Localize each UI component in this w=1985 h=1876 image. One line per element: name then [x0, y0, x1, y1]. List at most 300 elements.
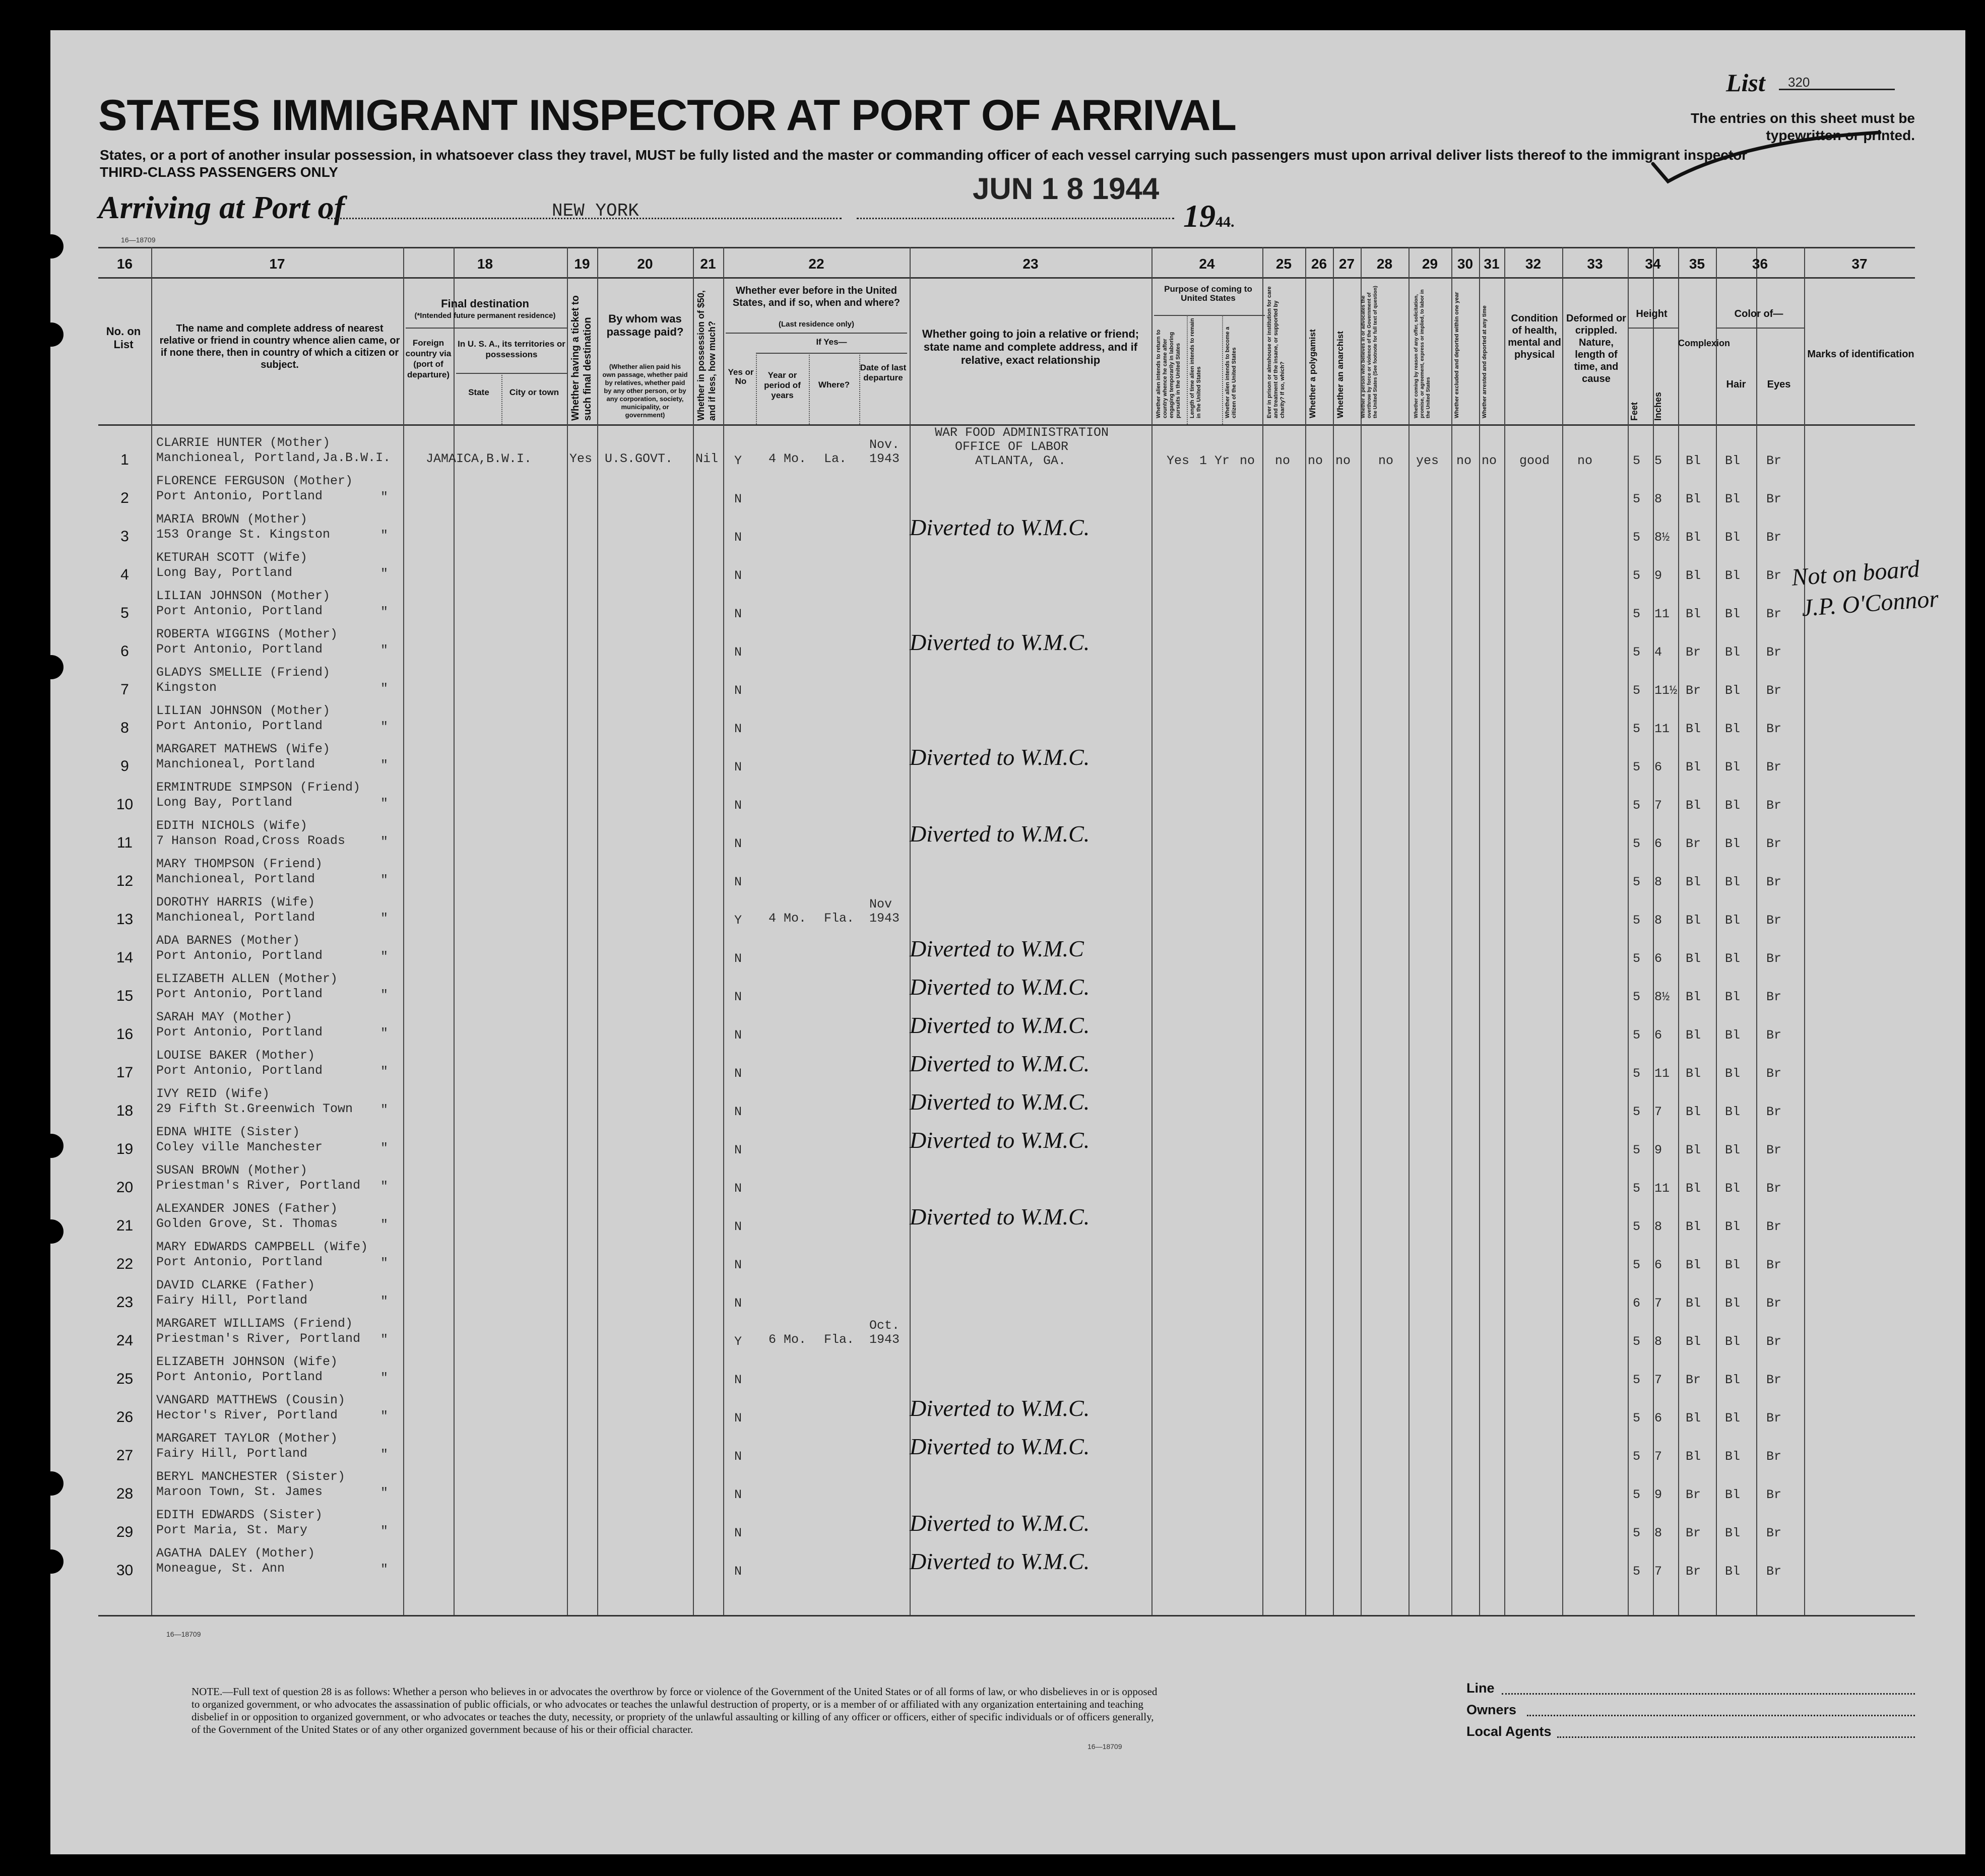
handwritten-annotation: Diverted to W.M.C.: [910, 1204, 1090, 1230]
header-foreign-country: Foreign country via (port of departure): [405, 338, 452, 379]
before-us-value: N: [734, 990, 742, 1004]
relative-address: Manchioneal, Portland,Ja.B.W.I.: [156, 450, 391, 465]
eyes-value: Br: [1766, 1219, 1782, 1234]
table-row: [98, 1123, 1915, 1160]
health-value: good: [1519, 454, 1550, 468]
table-rule: [98, 277, 1915, 279]
header-where: Where?: [818, 380, 850, 390]
eyes-value: Br: [1766, 1105, 1782, 1119]
complexion-value: Bl: [1686, 1105, 1701, 1119]
header-date-departure: Date of last departure: [860, 363, 907, 382]
ditto-mark: ": [380, 1103, 389, 1117]
handwritten-annotation: Diverted to W.M.C.: [910, 1127, 1090, 1153]
ditto-mark: ": [380, 1256, 389, 1270]
relative-name: DAVID CLARKE (Father): [156, 1278, 315, 1292]
q30-value: no: [1456, 454, 1472, 468]
header-feet: Feet: [1629, 402, 1639, 421]
height-feet: 5: [1633, 454, 1641, 468]
complexion-value: Bl: [1686, 798, 1701, 813]
foreign-country: JAMAICA,B.W.I.: [426, 451, 532, 466]
header-height: Height: [1636, 308, 1668, 319]
height-feet: 5: [1633, 1564, 1641, 1579]
relative-address: Port Antonio, Portland: [156, 604, 323, 618]
hair-value: Bl: [1725, 568, 1741, 583]
height-inches: 8: [1654, 492, 1662, 506]
relative-address: Port Antonio, Portland: [156, 719, 323, 733]
before-us-value: N: [734, 1066, 742, 1081]
column-number: 20: [637, 256, 653, 272]
handwritten-annotation: Diverted to W.M.C.: [910, 1012, 1090, 1038]
height-inches: 8: [1654, 913, 1662, 928]
header-money: Whether in possession of $50, and if less, how much?: [696, 290, 717, 421]
before-us-value: N: [734, 951, 742, 966]
relative-address: Port Antonio, Portland: [156, 1370, 323, 1384]
complexion-value: Bl: [1686, 722, 1701, 736]
complexion-value: Br: [1686, 645, 1701, 660]
height-inches: 11: [1654, 1181, 1670, 1196]
ditto-mark: ": [380, 681, 389, 696]
relative-name: ELIZABETH JOHNSON (Wife): [156, 1354, 338, 1369]
complexion-value: Br: [1686, 1564, 1701, 1579]
complexion-value: Bl: [1686, 454, 1701, 468]
subtitle-class: THIRD-CLASS PASSENGERS ONLY: [100, 164, 338, 180]
subcolumn-rule: [1222, 315, 1223, 424]
years-value: 6 Mo.: [769, 1332, 807, 1347]
eyes-value: Br: [1766, 683, 1782, 698]
before-us-value: N: [734, 1258, 742, 1272]
row-number: 13: [116, 911, 134, 928]
relative-address: Port Antonio, Portland: [156, 1063, 323, 1078]
table-row: [98, 740, 1915, 777]
hair-value: Bl: [1725, 1105, 1741, 1119]
margin-note-line2: J.P. O'Connor: [1801, 585, 1940, 622]
header-subrule: [456, 373, 567, 374]
complexion-value: Bl: [1686, 1143, 1701, 1157]
table-rule: [98, 1615, 1915, 1616]
header-color-of: Color of—: [1734, 308, 1783, 319]
relative-name: VANGARD MATTHEWS (Cousin): [156, 1393, 346, 1407]
header-subrule: [1154, 315, 1265, 316]
header-before-us: Whether ever before in the United States, and if so, when and where?: [732, 285, 901, 308]
header-if-yes: If Yes—: [816, 337, 847, 347]
height-inches: 6: [1654, 1411, 1662, 1426]
where-value: Fla.: [824, 1332, 855, 1347]
column-number: 25: [1275, 256, 1292, 272]
relative-address: Port Antonio, Portland: [156, 642, 323, 657]
hair-value: Bl: [1725, 722, 1741, 736]
row-number: 28: [116, 1485, 134, 1502]
hair-value: Bl: [1725, 492, 1741, 506]
ditto-mark: ": [380, 1179, 389, 1194]
column-number: 26: [1311, 256, 1327, 272]
table-row: [98, 1544, 1915, 1581]
height-feet: 6: [1633, 1296, 1641, 1311]
row-number: 26: [116, 1409, 134, 1426]
complexion-value: Bl: [1686, 1411, 1701, 1426]
form-code-footer: 16—18709: [166, 1630, 201, 1638]
eyes-value: Br: [1766, 607, 1782, 621]
ditto-mark: ": [380, 490, 389, 504]
prison-value: no: [1275, 454, 1291, 468]
header-subrule: [1628, 328, 1678, 329]
row-number: 22: [116, 1256, 134, 1272]
column-number: 33: [1587, 256, 1603, 272]
complexion-value: Bl: [1686, 1449, 1701, 1464]
punch-hole: [39, 1471, 63, 1496]
relative-address: Port Maria, St. Mary: [156, 1523, 308, 1537]
punch-hole: [39, 234, 63, 258]
height-feet: 5: [1633, 1449, 1641, 1464]
before-us-value: N: [734, 645, 742, 660]
before-us-value: N: [734, 722, 742, 736]
complexion-value: Bl: [1686, 568, 1701, 583]
list-number: 320: [1788, 75, 1810, 90]
row-number: 14: [116, 949, 134, 966]
ditto-mark: ": [380, 1141, 389, 1155]
eyes-value: Br: [1766, 530, 1782, 545]
handwritten-annotation: Diverted to W.M.C.: [910, 1548, 1090, 1574]
header-final-destination: Final destination: [441, 297, 529, 310]
height-feet: 5: [1633, 1373, 1641, 1387]
column-number: 29: [1422, 256, 1438, 272]
row-number: 21: [116, 1217, 134, 1234]
year-label: 1944.: [1183, 198, 1235, 234]
before-us-value: Y: [734, 913, 742, 928]
height-feet: 5: [1633, 1526, 1641, 1540]
height-feet: 5: [1633, 1181, 1641, 1196]
height-feet: 5: [1633, 875, 1641, 889]
relative-address: Port Antonio, Portland: [156, 987, 323, 1001]
relative-name: MARGARET MATHEWS (Wife): [156, 742, 331, 756]
handwritten-annotation: Diverted to W.M.C.: [910, 1089, 1090, 1115]
height-feet: 5: [1633, 530, 1641, 545]
ditto-mark: ": [380, 528, 389, 543]
ditto-mark: ": [380, 1447, 389, 1462]
ditto-mark: ": [380, 1409, 389, 1424]
handwritten-annotation: Diverted to W.M.C.: [910, 1510, 1090, 1536]
height-feet: 5: [1633, 568, 1641, 583]
row-number: 29: [116, 1524, 134, 1540]
handwritten-annotation: Diverted to W.M.C.: [910, 1395, 1090, 1421]
manifest-table: [98, 247, 1915, 1615]
height-inches: 7: [1654, 798, 1662, 813]
footnote-q28: NOTE.—Full text of question 28 is as follows: Whether a person who believes in or advocates the overthrow by force or violence of the Government of the United States or of all forms of law, or who disbelieves in or is opposed to organized government, or who advocates the assassination of public officials, or who advocates or teaches the unlawful destruction of property, or is a member of or affiliated with any organization entertaining and teaching disbelief in or opposition to organized government, or who advocates or teaches the duty, necessity, or propriety of the unlawful assaulting or killing of any officer or officers, either of specific individuals or of officers generally, of the Government of the United States or of any other organized government because of his or their official character.: [191, 1686, 1158, 1735]
relative-address: Port Antonio, Portland: [156, 948, 323, 963]
joining-line3: ATLANTA, GA.: [975, 454, 1066, 468]
hair-value: Bl: [1725, 1373, 1741, 1387]
height-inches: 8: [1654, 1334, 1662, 1349]
table-row: [98, 625, 1915, 662]
table-row: [98, 587, 1915, 624]
hair-value: Bl: [1725, 1449, 1741, 1464]
column-number: 17: [269, 256, 285, 272]
column-number: 16: [116, 256, 133, 272]
relative-address: Maroon Town, St. James: [156, 1484, 323, 1499]
height-feet: 5: [1633, 645, 1641, 660]
header-condition: Condition of health, mental and physical: [1508, 313, 1561, 360]
relative-name: FLORENCE FERGUSON (Mother): [156, 474, 353, 488]
hair-value: Bl: [1725, 1219, 1741, 1234]
height-feet: 5: [1633, 951, 1641, 966]
polygamist-value: no: [1308, 454, 1323, 468]
punch-hole: [39, 322, 63, 347]
row-number: 7: [120, 681, 129, 698]
complexion-value: Bl: [1686, 1334, 1701, 1349]
passage-paid-value: U.S.GOVT.: [605, 451, 673, 466]
header-city: City or town: [509, 387, 559, 397]
column-number: 24: [1199, 256, 1215, 272]
eyes-value: Br: [1766, 1258, 1782, 1272]
ditto-mark: ": [380, 1294, 389, 1309]
height-feet: 5: [1633, 1487, 1641, 1502]
header-joining: Whether going to join a relative or friend; state name and complete address, and if relative, exact relationship: [922, 328, 1139, 366]
ditto-mark: ": [380, 1217, 389, 1232]
height-inches: 8: [1654, 1526, 1662, 1540]
ditto-mark: ": [380, 758, 389, 772]
column-number: 23: [1022, 256, 1039, 272]
handwritten-annotation: Diverted to W.M.C: [910, 936, 1084, 961]
q28-value: no: [1378, 454, 1394, 468]
row-number: 15: [116, 988, 134, 1004]
row-number: 24: [116, 1332, 134, 1349]
table-row: [98, 1161, 1915, 1198]
relative-address: 7 Hanson Road,Cross Roads: [156, 833, 346, 848]
header-hair: Hair: [1726, 379, 1746, 390]
before-us-value: N: [734, 530, 742, 545]
hair-value: Bl: [1725, 990, 1741, 1004]
relative-name: ADA BARNES (Mother): [156, 933, 300, 948]
eyes-value: Br: [1766, 1334, 1782, 1349]
header-eyes: Eyes: [1767, 379, 1791, 390]
complexion-value: Bl: [1686, 1066, 1701, 1081]
height-feet: 5: [1633, 722, 1641, 736]
header-purpose-c: Whether alien intends to become a citizen of the United States: [1225, 327, 1237, 418]
height-inches: 8½: [1654, 990, 1670, 1004]
header-in-usa: In U. S. A., its territories or possessions: [458, 339, 565, 359]
column-number: 34: [1645, 256, 1661, 272]
before-us-value: N: [734, 1526, 742, 1540]
before-us-value: N: [734, 683, 742, 698]
table-row: [98, 1391, 1915, 1428]
owners-label: Owners: [1466, 1702, 1517, 1717]
height-inches: 5: [1654, 454, 1662, 468]
owners-field: [1527, 1715, 1915, 1716]
row-number: 16: [116, 1026, 134, 1043]
header-anarchist: Whether an anarchist: [1335, 331, 1345, 418]
money-value: Nil: [695, 451, 719, 466]
ditto-mark: ": [380, 1524, 389, 1538]
row-number: 30: [116, 1562, 134, 1579]
column-number: 30: [1457, 256, 1474, 272]
table-row: [98, 1008, 1915, 1045]
table-row: [98, 1352, 1915, 1390]
complexion-value: Bl: [1686, 607, 1701, 621]
header-last-residence: (Last residence only): [778, 320, 855, 329]
height-inches: 8: [1654, 875, 1662, 889]
where-value: Fla.: [824, 911, 855, 926]
table-row: [98, 472, 1915, 509]
table-row: [98, 1238, 1915, 1275]
hair-value: Bl: [1725, 645, 1741, 660]
header-yes-or-no: Yes or No: [728, 367, 754, 386]
eyes-value: Br: [1766, 990, 1782, 1004]
height-inches: 7: [1654, 1564, 1662, 1579]
before-us-value: N: [734, 1564, 742, 1579]
height-feet: 5: [1633, 1143, 1641, 1157]
before-us-value: N: [734, 1028, 742, 1043]
before-us-value: N: [734, 607, 742, 621]
relative-address: Coley ville Manchester: [156, 1140, 323, 1154]
handwritten-annotation: Diverted to W.M.C.: [910, 744, 1090, 770]
relative-address: Manchioneal, Portland: [156, 910, 315, 925]
ditto-mark: ": [380, 1562, 389, 1577]
eyes-value: Br: [1766, 1564, 1782, 1579]
checkmark-icon: [1648, 128, 1890, 184]
eyes-value: Br: [1766, 568, 1782, 583]
eyes-value: Br: [1766, 798, 1782, 813]
height-feet: 5: [1633, 1258, 1641, 1272]
subtitle-instructions: States, or a port of another insular possession, in whatsoever class they travel, MUST be fully listed and the master or commanding officer of each vessel carrying such passengers must upon arrival deliver lists thereof to the immigrant inspector: [100, 147, 1748, 163]
height-inches: 6: [1654, 1258, 1662, 1272]
hair-value: Bl: [1725, 454, 1741, 468]
complexion-value: Bl: [1686, 1028, 1701, 1043]
page-title: STATES IMMIGRANT INSPECTOR AT PORT OF ARRIVAL: [98, 91, 1236, 140]
column-number: 28: [1376, 256, 1393, 272]
relative-name: MARY EDWARDS CAMPBELL (Wife): [156, 1240, 368, 1254]
handwritten-annotation: Diverted to W.M.C.: [910, 629, 1090, 655]
height-inches: 7: [1654, 1373, 1662, 1387]
relative-name: IVY REID (Wife): [156, 1086, 270, 1101]
row-number: 20: [116, 1179, 134, 1196]
eyes-value: Br: [1766, 1449, 1782, 1464]
table-row: [98, 816, 1915, 854]
before-us-value: N: [734, 1487, 742, 1502]
relative-name: CLARRIE HUNTER (Mother): [156, 435, 331, 450]
header-q28: Whether a person who believes in or advocates the overthrow by force or violence of the Government of the United States (See footnote for full text of question): [1361, 286, 1378, 418]
height-feet: 5: [1633, 1066, 1641, 1081]
hair-value: Bl: [1725, 683, 1741, 698]
relative-address: 29 Fifth St.Greenwich Town: [156, 1102, 353, 1116]
relative-name: EDITH NICHOLS (Wife): [156, 818, 308, 833]
height-feet: 5: [1633, 1028, 1641, 1043]
row-number: 9: [120, 758, 129, 774]
q29-value: yes: [1416, 454, 1439, 468]
purpose-a: Yes: [1167, 454, 1190, 468]
line-field: [1502, 1693, 1915, 1695]
relative-name: SUSAN BROWN (Mother): [156, 1163, 308, 1178]
purpose-b: 1 Yr: [1199, 454, 1230, 468]
subcolumn-rule: [1187, 315, 1188, 424]
column-number: 27: [1338, 256, 1355, 272]
eyes-value: Br: [1766, 1373, 1782, 1387]
column-number: 31: [1484, 256, 1500, 272]
departure-year: 1943: [869, 1332, 900, 1347]
ditto-mark: ": [380, 834, 389, 849]
before-us-value: N: [734, 875, 742, 889]
list-label: List: [1726, 69, 1765, 97]
handwritten-annotation: Diverted to W.M.C.: [910, 1051, 1090, 1076]
years-value: 4 Mo.: [769, 451, 807, 466]
ditto-mark: ": [380, 911, 389, 926]
list-underline: [1779, 89, 1895, 90]
relative-address: Golden Grove, St. Thomas: [156, 1216, 338, 1231]
column-number: 36: [1752, 256, 1768, 272]
header-no-on-list: No. on List: [106, 325, 141, 351]
complexion-value: Br: [1686, 1373, 1701, 1387]
complexion-value: Bl: [1686, 951, 1701, 966]
table-row: [98, 1199, 1915, 1237]
ditto-mark: ": [380, 566, 389, 581]
relative-address: Kingston: [156, 680, 217, 695]
header-state: State: [468, 387, 489, 397]
hair-value: Bl: [1725, 530, 1741, 545]
before-us-value: N: [734, 1143, 742, 1157]
header-polygamist: Whether a polygamist: [1308, 329, 1317, 418]
header-subrule: [1716, 328, 1804, 329]
before-us-value: N: [734, 1296, 742, 1311]
height-feet: 5: [1633, 1105, 1641, 1119]
height-feet: 5: [1633, 798, 1641, 813]
table-row: [98, 1467, 1915, 1505]
height-feet: 5: [1633, 836, 1641, 851]
hair-value: Bl: [1725, 836, 1741, 851]
height-inches: 8: [1654, 1219, 1662, 1234]
table-row: [98, 510, 1915, 547]
relative-name: AGATHA DALEY (Mother): [156, 1546, 315, 1561]
header-q30: Whether excluded and deported within one year: [1454, 292, 1460, 418]
hair-value: Bl: [1725, 1258, 1741, 1272]
column-number: 22: [808, 256, 824, 272]
complexion-value: Bl: [1686, 1296, 1701, 1311]
relative-name: EDITH EDWARDS (Sister): [156, 1508, 323, 1522]
relative-name: LILIAN JOHNSON (Mother): [156, 589, 331, 603]
height-feet: 5: [1633, 913, 1641, 928]
column-number: 37: [1851, 256, 1868, 272]
departure-year: 1943: [869, 451, 900, 466]
departure-month: Oct.: [869, 1318, 900, 1333]
header-relative: The name and complete address of nearest relative or friend in country whence alien came, or if none there, then in country of which a citizen or subject.: [159, 323, 400, 370]
table-row: [98, 778, 1915, 815]
table-row: [98, 893, 1915, 930]
relative-name: MARGARET TAYLOR (Mother): [156, 1431, 338, 1446]
height-inches: 8½: [1654, 530, 1670, 545]
ditto-mark: ": [380, 988, 389, 1002]
punch-hole: [39, 655, 63, 679]
height-feet: 5: [1633, 1334, 1641, 1349]
header-purpose: Purpose of coming to United States: [1164, 284, 1252, 303]
entries-note: The entries on this sheet must be typewritten or printed.: [1691, 110, 1915, 143]
relative-name: MARGARET WILLIAMS (Friend): [156, 1316, 353, 1331]
row-number: 19: [116, 1141, 134, 1157]
relative-address: Port Antonio, Portland: [156, 1255, 323, 1269]
relative-name: LOUISE BAKER (Mother): [156, 1048, 315, 1063]
before-us-value: N: [734, 492, 742, 506]
date-line: [857, 218, 1174, 219]
height-inches: 7: [1654, 1449, 1662, 1464]
ditto-mark: ": [380, 1371, 389, 1385]
before-us-value: N: [734, 1449, 742, 1464]
height-feet: 5: [1633, 492, 1641, 506]
complexion-value: Bl: [1686, 530, 1701, 545]
before-us-value: N: [734, 568, 742, 583]
relative-address: Fairy Hill, Portland: [156, 1293, 308, 1308]
height-inches: 4: [1654, 645, 1662, 660]
relative-name: DOROTHY HARRIS (Wife): [156, 895, 315, 910]
eyes-value: Br: [1766, 875, 1782, 889]
header-subrule: [406, 328, 567, 329]
form-code-bottom: 16—18709: [1087, 1742, 1122, 1751]
complexion-value: Bl: [1686, 492, 1701, 506]
